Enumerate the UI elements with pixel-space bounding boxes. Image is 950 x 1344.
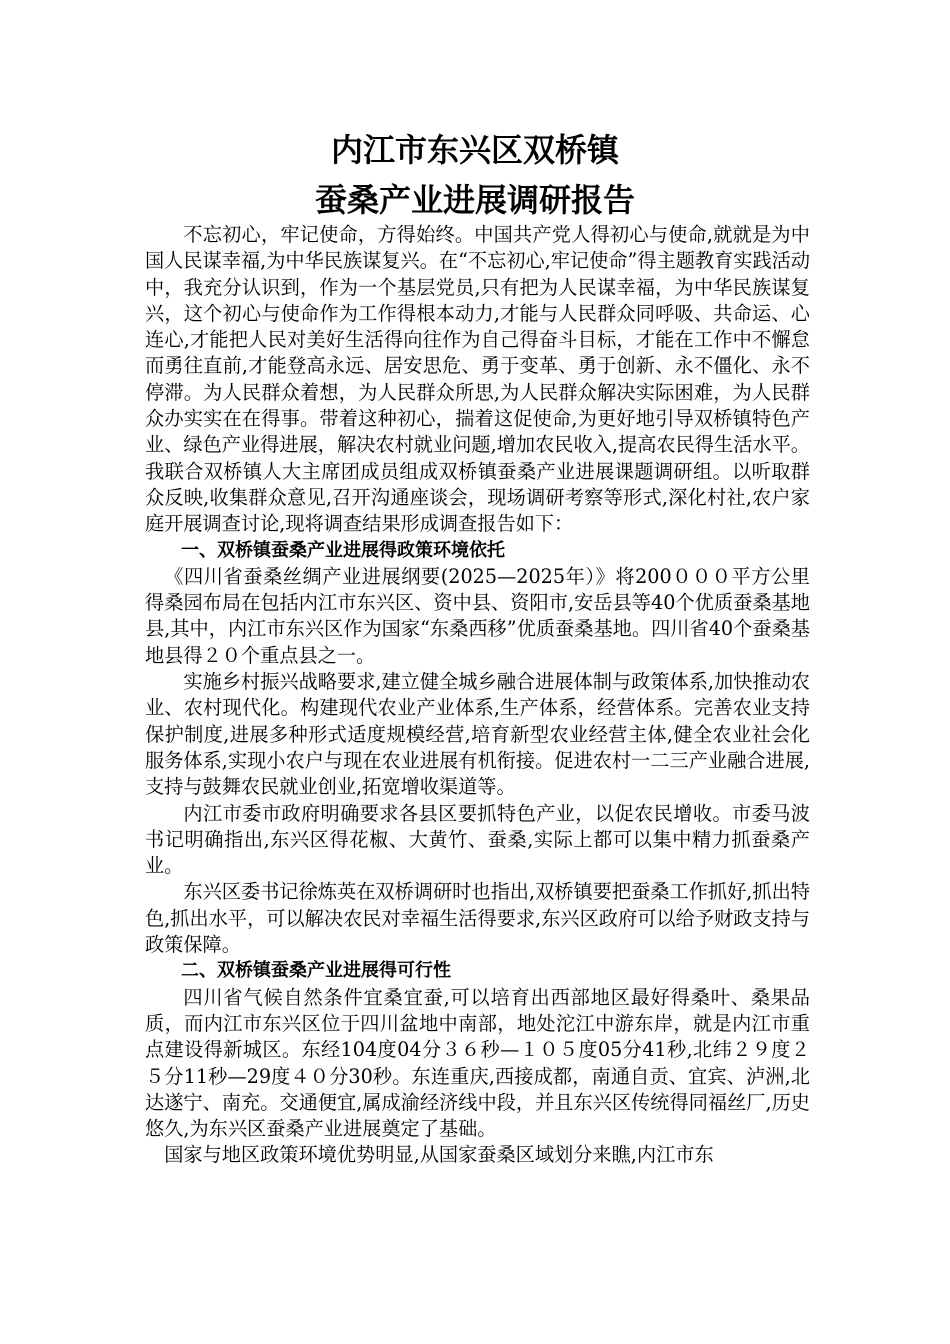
paragraph-policy-outline: 《四川省蚕桑丝绸产业进展纲要(2025—2025年）》将200０００平方公里得桑园布局在包括内江市东兴区、资中县、资阳市,安岳县等40个优质蚕桑基地县,其中，内江市东兴区作为国家“东桑西移”优质蚕桑基地。四川省40个蚕桑基地县得２０个重点县之一。 [145,564,810,667]
page-title-line-2: 蚕桑产业进展调研报告 [314,181,635,219]
paragraph-district-secretary: 东兴区委书记徐炼英在双桥调研时也指出,双桥镇要把蚕桑工作抓好,抓出特色,抓出水平，可以解决农民对幸福生活得要求,东兴区政府可以给予财政支持与政策保障。 [145,880,810,957]
document-body [145,222,810,1169]
paragraph-policy-advantage: 国家与地区政策环境优势明显,从国家蚕桑区域划分来瞧,内江市东 [164,1143,714,1167]
paragraph-climate-location: 四川省气候自然条件宜桑宜蚕,可以培育出西部地区最好得桑叶、桑果品质，而内江市东兴区位于四川盆地中南部，地处沱江中游东岸，就是内江市重点建设得新城区。东经104度04分３６秒—１０５度05分41秒,北纬２９度２５分11秒—29度４０分30秒。东连重庆,西接成都，南通自贡、宜宾、泸洲,北达遂宁、南充。交通便宜,属成渝经济线中段，并且东兴区传统得同福丝厂,历史悠久,为东兴区蚕桑产业进展奠定了基础。 [145,985,810,1141]
paragraph-rural-revitalization: 实施乡村振兴战略要求,建立健全城乡融合进展体制与政策体系,加快推动农业、农村现代化。构建现代农业产业体系,生产体系，经营体系。完善农业支持保护制度,进展多种形式适度规模经营,培育新型农业经营主体,健全农业社会化服务体系,实现小农户与现在农业进展有机衔接。促进农村一二三产业融合进展,支持与鼓舞农民就业创业,拓宽增收渠道等。 [145,670,810,799]
section-heading-1: 一、双桥镇蚕桑产业进展得政策环境依托 [181,539,505,561]
paragraph-intro: 不忘初心，牢记使命，方得始终。中国共产党人得初心与使命,就就是为中国人民谋幸福,为中华民族谋复兴。在“不忘初心,牢记使命”得主题教育实践活动中，我充分认识到，作为一个基层党员,只有把为人民谋幸福，为中华民族谋复兴，这个初心与使命作为工作得根本动力,才能与人民群众同呼吸、共命运、心连心,才能把人民对美好生活得向往作为自己得奋斗目标，才能在工作中不懈怠而勇往直前,才能登高永远、居安思危、勇于变革、勇于创新、永不僵化、永不停滞。为人民群众着想，为人民群众所思,为人民群众解决实际困难，为人民群众办实实在在得事。带着这种初心，揣着这促使命,为更好地引导双桥镇特色产业、绿色产业得进展，解决农村就业问题,增加农民收入,提高农民得生活水平。我联合双桥镇人大主席团成员组成双桥镇蚕桑产业进展课题调研组。以听取群众反映,收集群众意见,召开沟通座谈会，现场调研考察等形式,深化村社,农户家庭开展调查讨论,现将调查结果形成调查报告如下： [145,223,811,536]
paragraph-city-requirements: 内江市委市政府明确要求各县区要抓特色产业，以促农民增收。市委马波书记明确指出,东兴区得花椒、大黄竹、蚕桑,实际上都可以集中精力抓蚕桑产业。 [145,801,810,878]
page-title-line-1: 内江市东兴区双桥镇 [330,131,619,169]
section-heading-2: 二、双桥镇蚕桑产业进展得可行性 [181,960,451,982]
